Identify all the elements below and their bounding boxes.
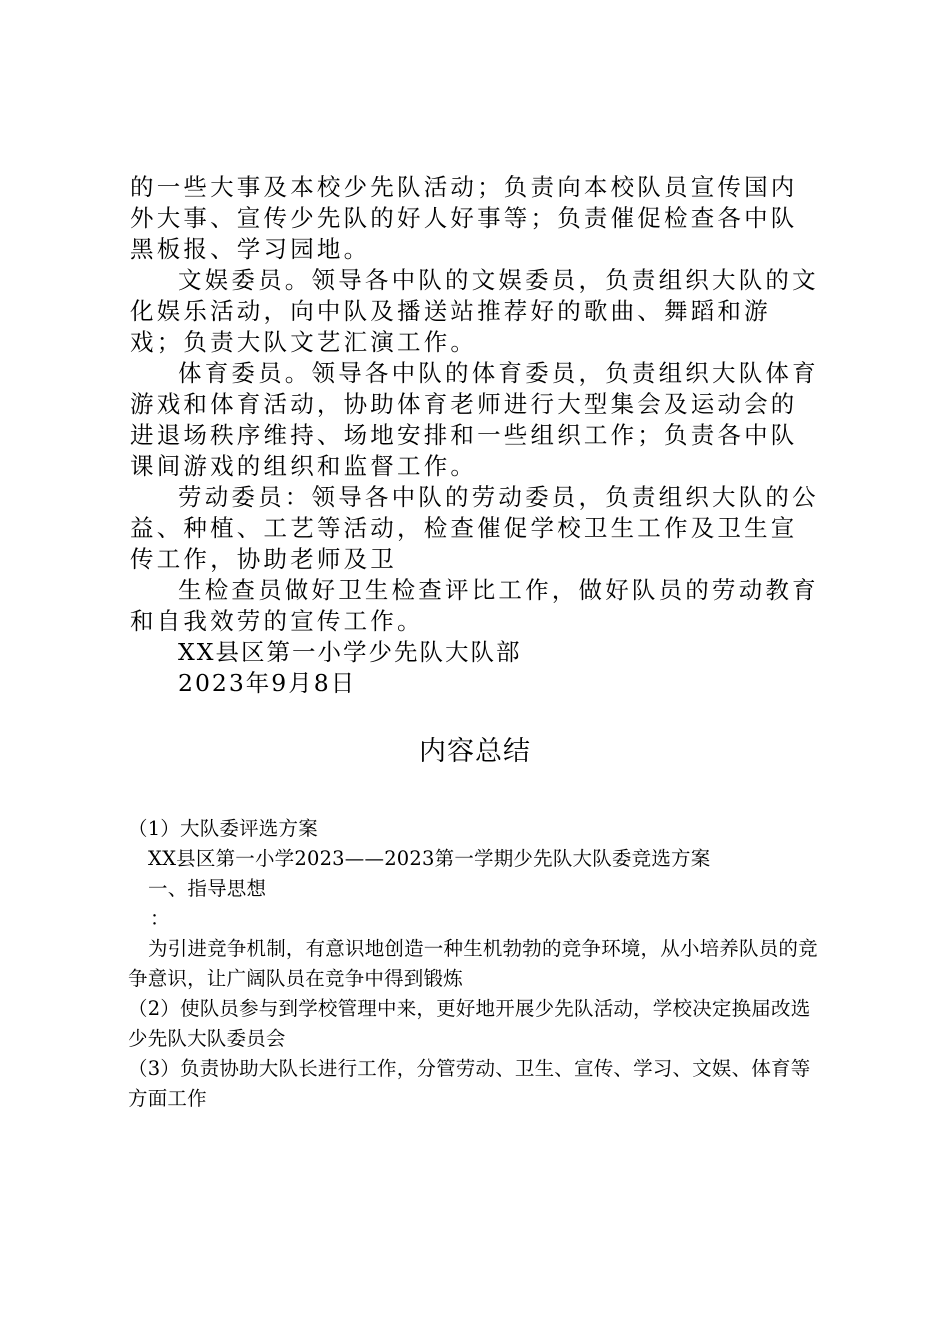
- paragraph-hygiene-work: 生检查员做好卫生检查评比工作，做好队员的劳动教育和自我效劳的宣传工作。: [130, 576, 819, 635]
- summary-line-7: （3）负责协助大队长进行工作，分管劳动、卫生、宣传、学习、文娱、体育等方面工作: [128, 1057, 811, 1110]
- summary-text: [128, 814, 828, 1114]
- summary-line-5: 为引进竞争机制，有意识地创造一种生机勃勃的竞争环境，从小培养队员的竞争意识，让广阔队员在竞争中得到锻炼: [128, 937, 818, 990]
- paragraph-propaganda-duties: 的一些大事及本校少先队活动；负责向本校队员宣传国内外大事、宣传少先队的好人好事等；负责催促检查各中队黑板报、学习园地。: [130, 173, 798, 263]
- body-text: [130, 172, 820, 699]
- summary-line-4: ：: [150, 907, 170, 930]
- paragraph-labor-committee: 劳动委员：领导各中队的劳动委员，负责组织大队的公益、种植、工艺等活动，检查催促学校卫生工作及卫生宣传工作，协助老师及卫: [130, 483, 819, 573]
- paragraph-entertainment-committee: 文娱委员。领导各中队的文娱委员，负责组织大队的文化娱乐活动，向中队及播送站推荐好的歌曲、舞蹈和游戏；负责大队文艺汇演工作。: [130, 266, 819, 356]
- issuing-organization: XX县区第一小学少先队大队部: [178, 638, 522, 666]
- summary-line-1: （1）大队委评选方案: [128, 817, 318, 840]
- issue-date: 2023年9月8日: [178, 669, 357, 697]
- summary-line-2: XX县区第一小学2023——2023第一学期少先队大队委竞选方案: [148, 847, 711, 870]
- paragraph-sports-committee: 体育委员。领导各中队的体育委员，负责组织大队体育游戏和体育活动，协助体育老师进行大型集会及运动会的进退场秩序维持、场地安排和一些组织工作；负责各中队课间游戏的组织和监督工作。: [130, 359, 819, 480]
- summary-line-6: （2）使队员参与到学校管理中来，更好地开展少先队活动，学校决定换届改选少先队大队委员会: [128, 997, 811, 1050]
- summary-line-3: 一、指导思想: [148, 877, 267, 900]
- summary-heading: 内容总结: [419, 736, 531, 767]
